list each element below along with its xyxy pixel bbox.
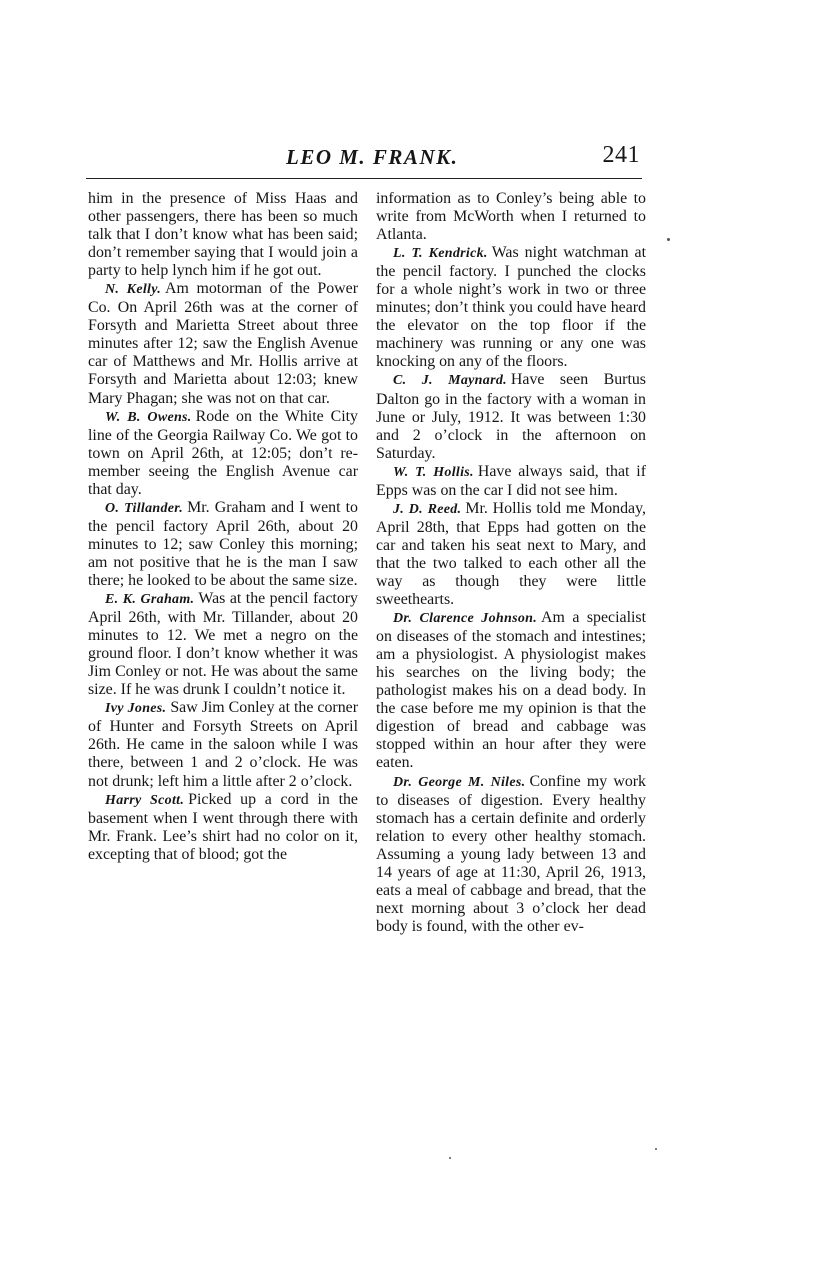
speaker-name: L. T. Kendrick.	[393, 246, 488, 262]
paragraph-text: Rode on the White City line of the Georgia Railway Co. We got to town on April 26th, at 12:05; don’t remember seeing the English Avenue car that day.	[88, 407, 358, 498]
paragraph-text: Was night watchman at the pencil factory. I punched the clocks for a whole night’s work in two or three minutes; don’t think you could have heard the elevator on the top floor if the machinery was running or any one was knocking on any of the floors.	[376, 244, 646, 371]
paragraph-text: Have always said, that if Epps was on the car I did not see him.	[376, 462, 646, 499]
paragraph	[376, 190, 646, 244]
paragraph-text: Was at the pencil factory April 26th, with Mr. Tillander, about 20 minutes to 12. We met a negro on the ground floor. I don’t know whether it was Jim Conley or not. He was about the same size. If he was drunk I couldn’t notice it.	[88, 590, 358, 699]
speaker-name: Harry Scott.	[105, 792, 185, 808]
header-rule	[86, 178, 642, 179]
paragraph	[88, 408, 358, 499]
paragraph	[88, 590, 358, 699]
speaker-name: Dr. George M. Niles.	[393, 774, 526, 790]
paragraph	[88, 699, 358, 790]
paragraph-text: Confine my work to diseases of digestion. Every healthy stomach has a certain definite and orderly relation to every other healthy stomach. Assuming a young lady between 13 and 14 years of age at 11:30, April 26, 1913, eats a meal of cabbage and bread, that the next morning about 3 o’clock her dead body is found, with the other ev-	[376, 772, 647, 935]
paragraph-text: him in the presence of Miss Haas and other passengers, there has been so much talk that I don’t know what has been said; don’t remember saying that I would join a party to help lynch him if he got out.	[88, 190, 358, 280]
running-head: LEO M. FRANK.	[286, 145, 459, 169]
paragraph-text: Mr. Hollis told me Monday, April 28th, that Epps had gotten on the car and taken his seat next to Mary, and that the two talked to each other all the way as though they were little sweethearts.	[376, 499, 646, 609]
paragraph	[376, 500, 646, 609]
paragraph-text: Am motorman of the Power Co. On April 26th was at the corner of Forsyth and Marietta Street about three minutes after 12; saw the English Avenue car of Matthews and Mr. Hollis arrive at Forsyth and Marietta about 12:03; knew Mary Phagan; she was not on that car.	[88, 280, 358, 407]
paragraph-text: information as to Conley’s being able to write from McWorth when I returned to Atlanta.	[376, 190, 646, 244]
paragraph-text: Picked up a cord in the basement when I went through there with Mr. Frank. Lee’s shirt had no color on it, excepting that of blood; got the	[88, 790, 358, 863]
speaker-name: J. D. Reed.	[393, 501, 462, 517]
paragraph-text: Am a specialist on diseases of the stomach and intestines; am a physiologist. A physiologist makes his searches on the living body; the pathologist makes his on a dead body. In the case before me my opinion is that the digestion of bread and cabbage was stopped within an hour after they were eaten.	[376, 609, 646, 772]
page-header	[86, 142, 642, 182]
left-column	[88, 190, 358, 864]
paragraph	[88, 499, 358, 590]
speaker-name: W. T. Hollis.	[393, 464, 474, 480]
speaker-name: Dr. Clarence Johnson.	[393, 611, 538, 627]
paragraph-text: Saw Jim Conley at the corner of Hunter and Forsyth Streets on April 26th. He came in the saloon while I was there, between 1 and 2 o’clock. He was not drunk; left him a little after 2 o’clock.	[88, 699, 358, 790]
right-column	[376, 190, 646, 936]
paragraph	[88, 190, 358, 280]
scan-speck	[667, 238, 670, 241]
paragraph	[376, 773, 646, 936]
scan-speck	[655, 1148, 657, 1150]
paragraph-text: Have seen Burtus Dalton go in the factory with a woman in June or July, 1912. It was between 1:30 and 2 o’clock in the afternoon on Saturday.	[376, 371, 646, 462]
paragraph	[88, 280, 358, 407]
speaker-name: E. K. Graham.	[105, 592, 195, 608]
speaker-name: O. Tillander.	[105, 500, 184, 516]
paragraph-text: Mr. Graham and I went to the pencil factory April 26th, about 20 minutes to 12; saw Conley this morning; am not positive that he is the man I saw there; he looked to be about the same size.	[88, 498, 359, 589]
speaker-name: N. Kelly.	[105, 282, 162, 298]
speaker-name: C. J. Maynard.	[393, 373, 507, 389]
paragraph	[376, 463, 646, 500]
speaker-name: W. B. Owens.	[105, 409, 192, 425]
page-number: 241	[602, 142, 640, 168]
paragraph	[376, 609, 646, 772]
paragraph	[376, 244, 646, 371]
scan-speck	[449, 1157, 451, 1159]
paragraph	[88, 791, 358, 864]
paragraph	[376, 371, 646, 462]
speaker-name: Ivy Jones.	[105, 701, 167, 717]
